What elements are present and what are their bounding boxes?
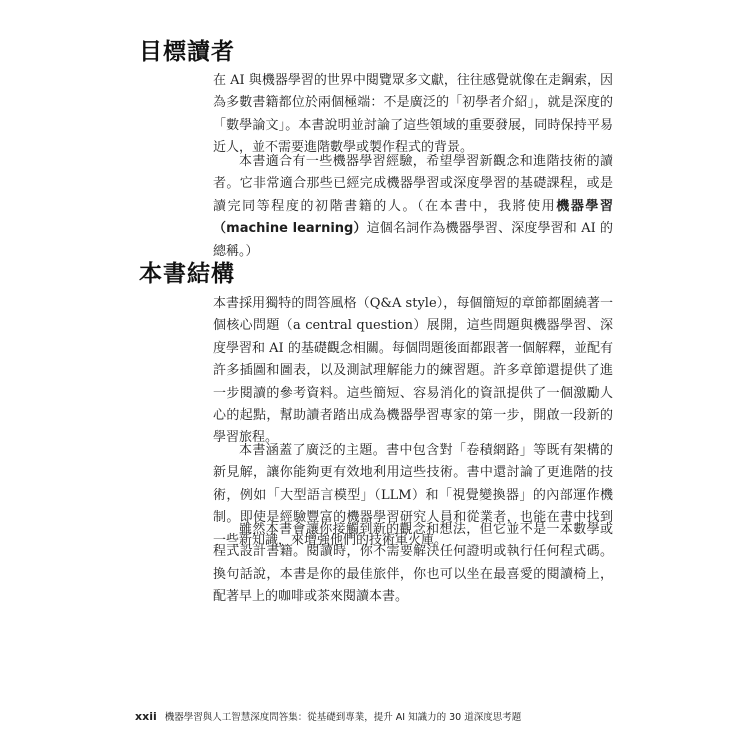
paragraph-text: 本書適合有一些機器學習經驗，希望學習新觀念和進階技術的讀者。它非常適合那些已經完成機器學習或深度學習的基礎課程，或是讀完同等程度的初階書籍的人。（在本書中，我將使用 (213, 154, 613, 214)
paragraph (213, 151, 613, 263)
section-heading-book-structure: 本書結構 (139, 261, 235, 287)
running-title: 機器學習與人工智慧深度問答集：從基礎到專業，提升 AI 知識力的 30 道深度思考題 (164, 712, 522, 723)
paragraph-text: 這個名詞作為機器學習、深度學習和 AI 的總稱。） (213, 221, 613, 259)
page-number: xxii (135, 710, 157, 723)
paragraph: 雖然本書會讓你接觸到新的觀念和想法，但它並不是一本數學或程式設計書籍。閱讀時，你不需要解決任何證明或執行任何程式碼。換句話說，本書是你的最佳旅伴，你也可以坐在最喜愛的閱讀椅上，配著早上的咖啡或茶來閱讀本書。 (213, 522, 613, 605)
section-heading-target-readers: 目標讀者 (139, 39, 235, 65)
page-footer (135, 710, 521, 725)
paragraph: 在 AI 與機器學習的世界中閱覽眾多文獻，往往感覺就像在走鋼索，因為多數書籍都位於兩個極端：不是廣泛的「初學者介紹」，就是深度的「數學論文」。本書說明並討論了這些領域的重要發展，同時保持平易近人，並不需要進階數學或製作程式的背景。 (213, 73, 613, 156)
paragraph: 本書涵蓋了廣泛的主題。書中包含對「卷積網路」等既有架構的新見解，讓你能夠更有效地利用這些技術。書中還討論了更進階的技術，例如「大型語言模型」（LLM）和「視覺變換器」的內部運作機制。即使是經驗豐富的機器學習研究人員和從業者，也能在書中找到一些新知識，來增強他們的技術軍火庫。 (213, 443, 613, 548)
bold-term: 機器學習（machine learning） (213, 198, 613, 237)
paragraph: 本書採用獨特的問答風格（Q&A style），每個簡短的章節都圍繞著一個核心問題（a central question）展開，這些問題與機器學習、深度學習和 AI 的基礎觀念相關。每個問題後面都跟著一個解釋，並配有許多插圖和圖表，以及測試理解能力的練習題。許多章節還提供了進一步閱讀的參考資料。這些簡短、容易消化的資訊提供了一個激勵人心的起點，幫助讀者踏出成為機器學習專家的第一步，開啟一段新的學習旅程。 (213, 296, 613, 446)
